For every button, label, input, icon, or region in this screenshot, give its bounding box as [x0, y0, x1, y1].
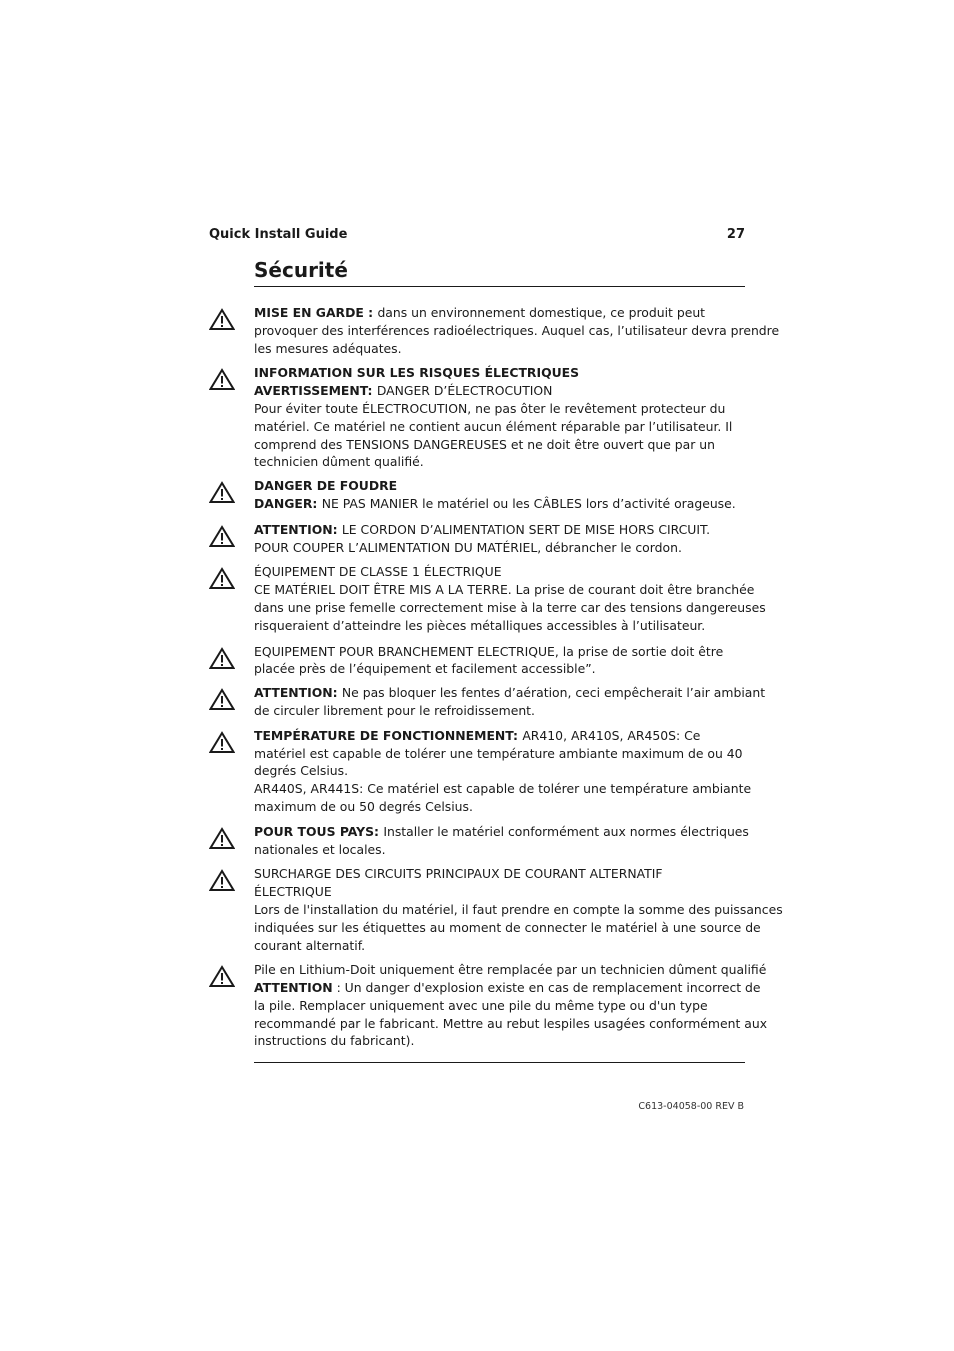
header-title: Quick Install Guide — [209, 227, 348, 242]
warning-icon — [209, 827, 235, 850]
notice-line — [254, 617, 745, 635]
notice-line — [254, 521, 745, 539]
notice-label: ATTENTION: — [254, 521, 342, 537]
safety-notice — [209, 304, 780, 357]
notice-text: Installer le matériel conformément aux normes électriques — [383, 823, 749, 839]
notice-line — [254, 823, 749, 841]
notice-text: EQUIPEMENT POUR BRANCHEMENT ELECTRIQUE, la prise de sortie doit être — [254, 643, 724, 659]
safety-notice — [209, 563, 766, 634]
notice-line — [254, 979, 761, 997]
notice-text: placée près de l’équipement et facilement accessible”. — [254, 661, 596, 677]
notice-line — [254, 780, 752, 798]
notice-label: TEMPÉRATURE DE FONCTIONNEMENT: — [254, 727, 523, 743]
warning-icon — [209, 308, 235, 331]
running-header — [209, 227, 745, 242]
notice-line — [254, 477, 745, 495]
page-number: 27 — [726, 227, 745, 242]
notice-text: LE CORDON D’ALIMENTATION SERT DE MISE HORS CIRCUIT. — [341, 521, 711, 537]
notice-line — [254, 727, 745, 745]
notice-line — [254, 364, 745, 382]
notice-line — [254, 961, 767, 979]
warning-icon — [209, 731, 235, 754]
warning-icon — [209, 869, 235, 892]
notice-text: instructions du fabricant). — [254, 1033, 415, 1049]
notice-text: Ne pas bloquer les fentes d’aération, ceci empêcherait l’air ambiant — [341, 685, 766, 701]
notice-line — [254, 762, 745, 780]
notice-text: maximum de ou 50 degrés Celsius. — [254, 798, 473, 814]
notice-text: AR410, AR410S, AR450S: Ce — [522, 727, 701, 743]
notice-line — [254, 684, 766, 702]
notice-text: CE MATÉRIEL DOIT ÊTRE MIS A LA TERRE. La prise de courant doit être branchée — [254, 582, 755, 598]
notice-line — [254, 997, 745, 1015]
notice-label: MISE EN GARDE : — [254, 305, 378, 320]
notice-text: ÉQUIPEMENT DE CLASSE 1 ÉLECTRIQUE — [254, 564, 502, 580]
notice-text: Pour éviter toute ÉLECTROCUTION, ne pas ôter le revêtement protecteur du — [254, 400, 726, 416]
notice-label: ATTENTION: — [254, 685, 342, 701]
safety-notice — [209, 865, 783, 954]
notice-text: NE PAS MANIER le matériel ou les CÂBLES lors d’activité orageuse. — [321, 495, 736, 511]
warning-icon — [209, 965, 235, 988]
warning-icon — [209, 525, 235, 548]
notice-text: les mesures adéquates. — [254, 340, 402, 356]
warning-icon — [209, 567, 235, 590]
notice-label: DANGER: — [254, 495, 322, 511]
notice-line — [254, 599, 766, 617]
notice-text: matériel. Ce matériel ne contient aucun élément réparable par l’utilisateur. Il — [254, 418, 733, 434]
notice-line — [254, 919, 761, 937]
notice-line — [254, 382, 745, 400]
notice-text: : Un danger d'explosion existe en cas de remplacement incorrect de — [332, 980, 761, 996]
notice-line — [254, 745, 745, 763]
notice-label: INFORMATION SUR LES RISQUES ÉLECTRIQUES — [254, 365, 580, 381]
notice-text: SURCHARGE DES CIRCUITS PRINCIPAUX DE COURANT ALTERNATIF — [254, 866, 663, 882]
notice-label: DANGER DE FOUDRE — [254, 478, 398, 494]
warning-icon — [209, 647, 235, 670]
notice-text: courant alternatif. — [254, 937, 366, 953]
notice-line — [254, 581, 755, 599]
notice-line — [254, 418, 745, 436]
notice-line — [254, 436, 745, 454]
safety-notice — [209, 961, 768, 1050]
warning-icon — [209, 368, 235, 391]
notice-line — [254, 495, 745, 513]
safety-notice — [209, 643, 745, 679]
notice-text: risqueraient d’atteindre les pièces métalliques accessibles à l’utilisateur. — [254, 617, 706, 633]
notice-line — [254, 798, 745, 816]
notice-text: POUR COUPER L’ALIMENTATION DU MATÉRIEL, débrancher le cordon. — [254, 539, 682, 555]
bottom-rule — [254, 1062, 745, 1063]
notice-line — [254, 1015, 768, 1033]
notice-line — [254, 400, 745, 418]
notice-text: provoquer des interférences radioélectriques. Auquel cas, l’utilisateur devra prendre — [254, 322, 780, 338]
safety-notice — [209, 477, 745, 513]
notice-text: la pile. Remplacer uniquement avec une pile du même type ou d'un type — [254, 997, 708, 1013]
safety-notice — [209, 684, 766, 720]
notice-text: DANGER D’ÉLECTROCUTION — [376, 383, 553, 399]
notice-line — [254, 539, 745, 557]
notice-line — [254, 340, 745, 358]
safety-notice — [209, 823, 749, 859]
section-title: Sécurité — [254, 258, 745, 287]
notice-line — [254, 660, 745, 678]
notice-line — [254, 304, 745, 322]
notice-text: degrés Celsius. — [254, 763, 349, 779]
notice-line — [254, 453, 745, 471]
notice-text: technicien dûment qualifié. — [254, 454, 424, 470]
safety-notice — [209, 521, 745, 557]
notice-text: Pile en Lithium-Doit uniquement être remplacée par un technicien dûment qualifié — [254, 962, 767, 978]
notice-line — [254, 901, 783, 919]
notice-text: Lors de l'installation du matériel, il faut prendre en compte la somme des puissances — [254, 901, 783, 917]
notice-line — [254, 322, 780, 340]
notice-text: comprend des TENSIONS DANGEREUSES et ne doit être ouvert que par un — [254, 436, 715, 452]
notice-text: indiquées sur les étiquettes au moment de connecter le matériel à une source de — [254, 919, 761, 935]
notice-label: ATTENTION — [254, 980, 333, 996]
notice-text: de circuler librement pour le refroidissement. — [254, 702, 535, 718]
notice-text: dans une prise femelle correctement mise à la terre car des tensions dangereuses — [254, 599, 766, 615]
notice-text: AR440S, AR441S: Ce matériel est capable de tolérer une température ambiante — [254, 781, 752, 797]
notice-text: nationales et locales. — [254, 841, 386, 857]
notice-line — [254, 563, 745, 581]
warning-icon — [209, 481, 235, 504]
notice-text: matériel est capable de tolérer une température ambiante maximum de ou 40 — [254, 745, 743, 761]
notice-line — [254, 883, 745, 901]
notice-line — [254, 1032, 745, 1050]
notice-line — [254, 865, 745, 883]
notice-line — [254, 702, 745, 720]
document-code: C613-04058-00 REV B — [638, 1101, 744, 1112]
notice-line — [254, 643, 745, 661]
notice-label: POUR TOUS PAYS: — [254, 823, 384, 839]
safety-notice — [209, 364, 745, 471]
notice-text: recommandé par le fabricant. Mettre au rebut lespiles usagées conformément aux — [254, 1015, 768, 1031]
notice-line — [254, 937, 745, 955]
notice-text: dans un environnement domestique, ce produit peut — [377, 305, 706, 320]
safety-notice — [209, 727, 752, 816]
notice-text: ÉLECTRIQUE — [254, 884, 332, 900]
notice-label: AVERTISSEMENT: — [254, 383, 377, 399]
warning-icon — [209, 688, 235, 711]
notice-line — [254, 841, 745, 859]
safety-notice-list — [209, 304, 783, 1050]
